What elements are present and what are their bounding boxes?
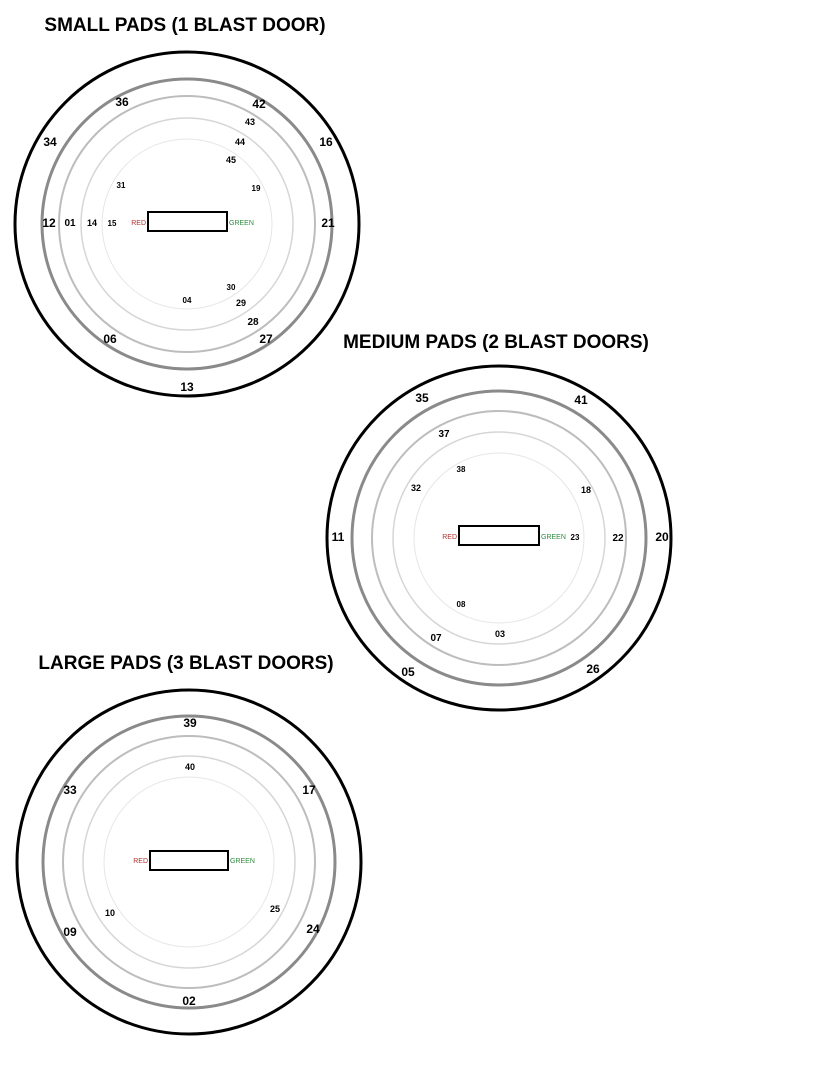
large-red-label: RED bbox=[133, 858, 148, 865]
large-pads-diagram bbox=[17, 653, 361, 1034]
small-blast-door bbox=[148, 212, 227, 231]
pad-label: 07 bbox=[430, 633, 442, 644]
pad-label: 43 bbox=[244, 117, 256, 127]
medium-pads-title: MEDIUM PADS (2 BLAST DOORS) bbox=[343, 332, 649, 353]
pad-label: 45 bbox=[225, 155, 237, 165]
pad-label: 21 bbox=[321, 216, 335, 230]
pad-label: 29 bbox=[235, 298, 247, 308]
pad-label: 02 bbox=[182, 994, 196, 1008]
pad-label: 36 bbox=[115, 95, 129, 109]
large-pads-title: LARGE PADS (3 BLAST DOORS) bbox=[38, 653, 334, 674]
pad-label: 31 bbox=[116, 181, 126, 190]
pad-label: 39 bbox=[183, 716, 197, 730]
pad-label: 34 bbox=[43, 135, 57, 149]
pad-label: 44 bbox=[234, 137, 246, 147]
pad-label: 25 bbox=[269, 904, 281, 914]
medium-green-label: GREEN bbox=[541, 534, 566, 541]
medium-red-label: RED bbox=[442, 534, 457, 541]
pad-label: 01 bbox=[64, 218, 76, 229]
medium-pads-diagram bbox=[327, 332, 671, 710]
pad-label: 05 bbox=[401, 665, 415, 679]
medium-blast-door bbox=[459, 526, 539, 545]
pad-label: 14 bbox=[86, 218, 98, 228]
pad-label: 23 bbox=[570, 533, 580, 542]
pad-label: 12 bbox=[42, 216, 56, 230]
pad-label: 06 bbox=[103, 332, 117, 346]
large-green-label: GREEN bbox=[230, 858, 255, 865]
pad-label: 17 bbox=[302, 783, 316, 797]
pad-label: 10 bbox=[104, 908, 116, 918]
pad-label: 19 bbox=[251, 184, 261, 193]
pad-label: 09 bbox=[63, 925, 77, 939]
small-pads-title: SMALL PADS (1 BLAST DOOR) bbox=[44, 15, 326, 36]
pad-label: 03 bbox=[494, 629, 506, 639]
pad-label: 13 bbox=[180, 380, 194, 394]
large-blast-door bbox=[150, 851, 228, 870]
pad-label: 33 bbox=[63, 783, 77, 797]
small-red-label: RED bbox=[131, 220, 146, 227]
small-pads-diagram bbox=[15, 15, 359, 396]
pad-label: 38 bbox=[456, 465, 466, 474]
pad-label: 27 bbox=[259, 332, 273, 346]
pad-label: 35 bbox=[415, 391, 429, 405]
pad-label: 08 bbox=[456, 600, 466, 609]
pad-label: 28 bbox=[247, 317, 259, 328]
pad-label: 18 bbox=[580, 485, 592, 495]
pad-label: 30 bbox=[226, 283, 236, 292]
pad-label: 15 bbox=[107, 219, 117, 228]
pad-label: 16 bbox=[319, 135, 333, 149]
pad-label: 11 bbox=[331, 530, 345, 544]
pad-label: 42 bbox=[252, 97, 266, 111]
pad-label: 32 bbox=[410, 483, 422, 493]
pad-label: 04 bbox=[182, 296, 192, 305]
pad-label: 26 bbox=[586, 662, 600, 676]
pad-label: 41 bbox=[574, 393, 588, 407]
pad-label: 40 bbox=[184, 762, 196, 772]
pad-label: 20 bbox=[655, 530, 669, 544]
small-green-label: GREEN bbox=[229, 220, 254, 227]
pad-label: 37 bbox=[438, 429, 450, 440]
pad-label: 22 bbox=[612, 533, 624, 544]
pad-label: 24 bbox=[306, 922, 320, 936]
